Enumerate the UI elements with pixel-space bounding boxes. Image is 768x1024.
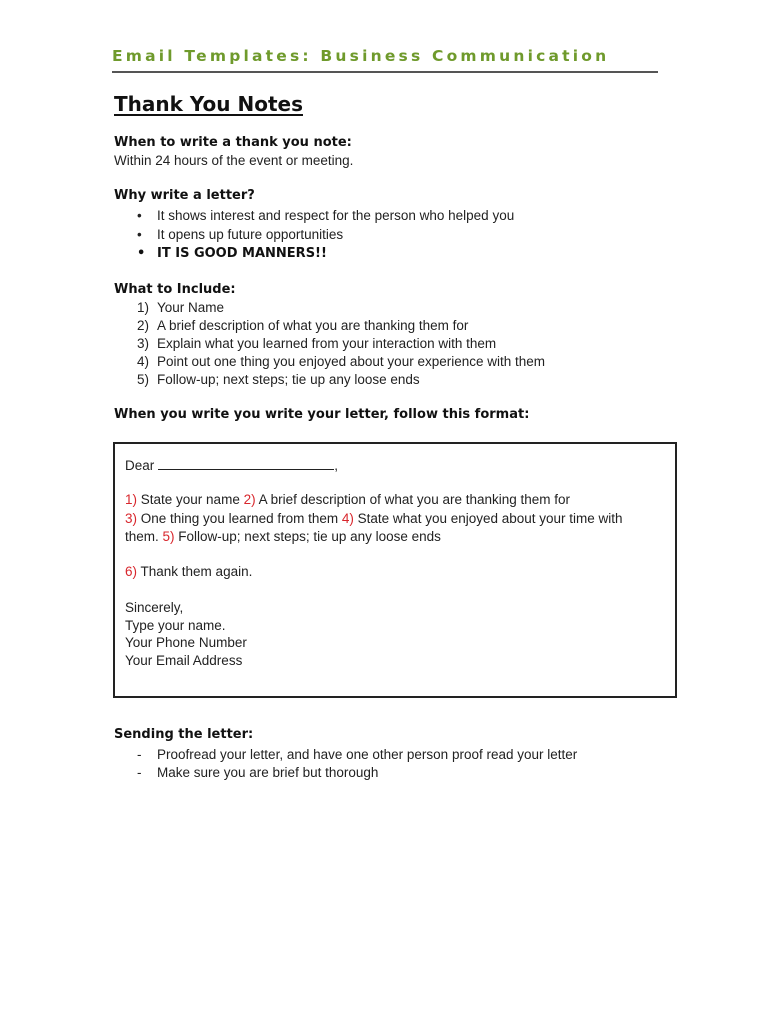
document-header: Email Templates: Business Communication (112, 47, 658, 73)
why-item: • It shows interest and respect for the person who helped you (137, 208, 515, 223)
why-item: • It opens up future opportunities (137, 227, 344, 242)
name-blank (158, 459, 334, 470)
bullet-icon: • (137, 227, 142, 242)
include-item: 4) Point out one thing you enjoyed about your experience with them (137, 354, 546, 369)
template-line: 1) State your name 2) A brief description of what you are thanking them for (125, 492, 571, 507)
bullet-icon: • (137, 246, 146, 261)
letter-template-box (113, 442, 677, 698)
why-item: • IT IS GOOD MANNERS!! (137, 246, 327, 261)
template-phone: Your Phone Number (125, 635, 247, 650)
bullet-icon: • (137, 208, 142, 223)
template-line: 6) Thank them again. (125, 564, 253, 579)
page-title: Thank You Notes (114, 92, 303, 116)
include-heading: What to Include: (114, 282, 236, 297)
include-item: 3) Explain what you learned from your interaction with them (137, 336, 497, 351)
template-line: 3) One thing you learned from them 4) State what you enjoyed about your time with (125, 511, 623, 526)
sending-heading: Sending the letter: (114, 727, 254, 742)
include-item: 1) Your Name (137, 300, 225, 315)
include-item: 5) Follow-up; next steps; tie up any loose ends (137, 372, 420, 387)
template-name: Type your name. (125, 618, 226, 633)
when-heading: When to write a thank you note: (114, 135, 352, 150)
template-email: Your Email Address (125, 653, 243, 668)
template-dear-line: Dear , (125, 458, 339, 473)
when-text: Within 24 hours of the event or meeting. (114, 153, 354, 168)
include-item: 2) A brief description of what you are thanking them for (137, 318, 469, 333)
sending-item: - Make sure you are brief but thorough (137, 765, 379, 780)
template-closing: Sincerely, (125, 600, 184, 615)
sending-item: - Proofread your letter, and have one other person proof read your letter (137, 747, 578, 762)
why-heading: Why write a letter? (114, 188, 255, 203)
template-line: them. 5) Follow-up; next steps; tie up any loose ends (125, 529, 441, 544)
format-heading: When you write you write your letter, follow this format: (114, 407, 530, 422)
